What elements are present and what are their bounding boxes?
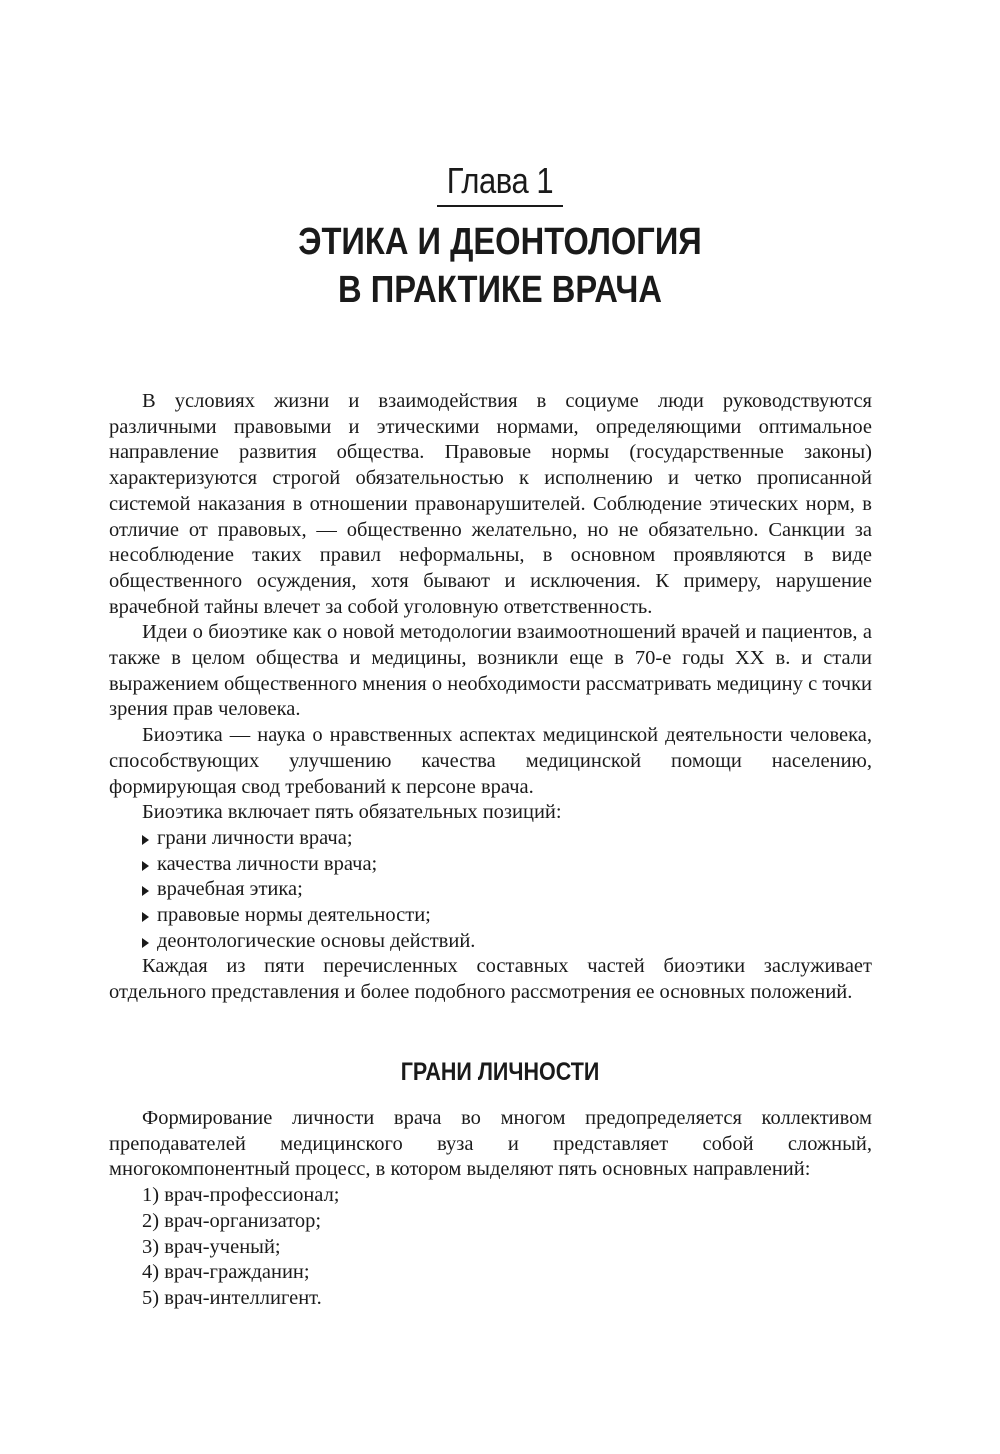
triangle-bullet-icon (142, 835, 149, 845)
section-paragraph: Формирование личности врача во многом предопределяется коллективом преподавателей медицинского вуза и представляет собой сложный, многокомпонентный процесс, в котором выделяют пять основных направлений: (109, 1107, 872, 1181)
list-item (109, 877, 872, 903)
intro-paragraph: Идеи о биоэтике как о новой методологии взаимоотношений врачей и пациентов, а также в целом общества и медицины, возникли еще в 70-е годы XX в. и стали выражением общественного мнения о необходимости рассматривать медицину с точки зрения прав человека. (109, 621, 872, 721)
triangle-bullet-icon (142, 886, 149, 896)
list-item-text: грани личности врача; (157, 826, 353, 849)
chapter-underline (437, 205, 563, 207)
section-text (109, 1106, 872, 1312)
list-item: 5) врач-интеллигент. (142, 1286, 322, 1309)
doctor-directions-list (109, 1183, 872, 1312)
list-item (109, 852, 872, 878)
list-item: 3) врач-ученый; (142, 1235, 281, 1258)
list-item: 4) врач-гражданин; (142, 1261, 310, 1284)
intro-paragraph: В условиях жизни и взаимодействия в социуме люди руководствуются различными правовыми и этическими нормами, определяющими оптимальное направление развития общества. Правовые нормы (государственные законы) характеризуются строгой обязательностью к исполнению и четко прописанной системой наказания в отношении правонарушителей. Соблюдение этических норм, в отличие от правовых, — общественно желательно, но не обязательно. Санкции за несоблюдение таких правил неформальны, в основном проявляются в виде общественного осуждения, хотя бывают и исключения. К примеру, нарушение врачебной тайны влечет за собой уголовную ответственность. (109, 390, 872, 618)
list-item (109, 826, 872, 852)
chapter-title-line-2: В ПРАКТИКЕ ВРАЧА (338, 269, 662, 311)
intro-paragraph: Каждая из пяти перечисленных составных частей биоэтики заслуживает отдельного представления и более подобного рассмотрения ее основных положений. (109, 955, 872, 1004)
triangle-bullet-icon (142, 861, 149, 871)
chapter-title-line-1: ЭТИКА И ДЕОНТОЛОГИЯ (298, 221, 702, 263)
bioethics-positions-list (109, 826, 872, 955)
intro-paragraph: Биоэтика — наука о нравственных аспектах медицинской деятельности человека, способствующих улучшению качества медицинской помощи населению, формирующая свод требований к персоне врача. (109, 724, 872, 798)
intro-text (109, 389, 872, 1006)
list-item (109, 903, 872, 929)
chapter-label: Глава 1 (446, 160, 554, 201)
list-item-text: качества личности врача; (157, 852, 378, 875)
chapter-title (70, 218, 930, 314)
list-item (109, 929, 872, 955)
list-item-text: правовые нормы деятельности; (157, 904, 431, 927)
triangle-bullet-icon (142, 912, 149, 922)
list-item-text: деонтологические основы действий. (157, 929, 476, 952)
triangle-bullet-icon (142, 938, 149, 948)
section-heading: ГРАНИ ЛИЧНОСТИ (400, 1058, 600, 1086)
intro-paragraph: Биоэтика включает пять обязательных позиций: (142, 801, 562, 824)
list-item-text: врачебная этика; (157, 878, 303, 901)
list-item: 2) врач-организатор; (142, 1209, 322, 1232)
list-item: 1) врач-профессионал; (142, 1184, 340, 1207)
